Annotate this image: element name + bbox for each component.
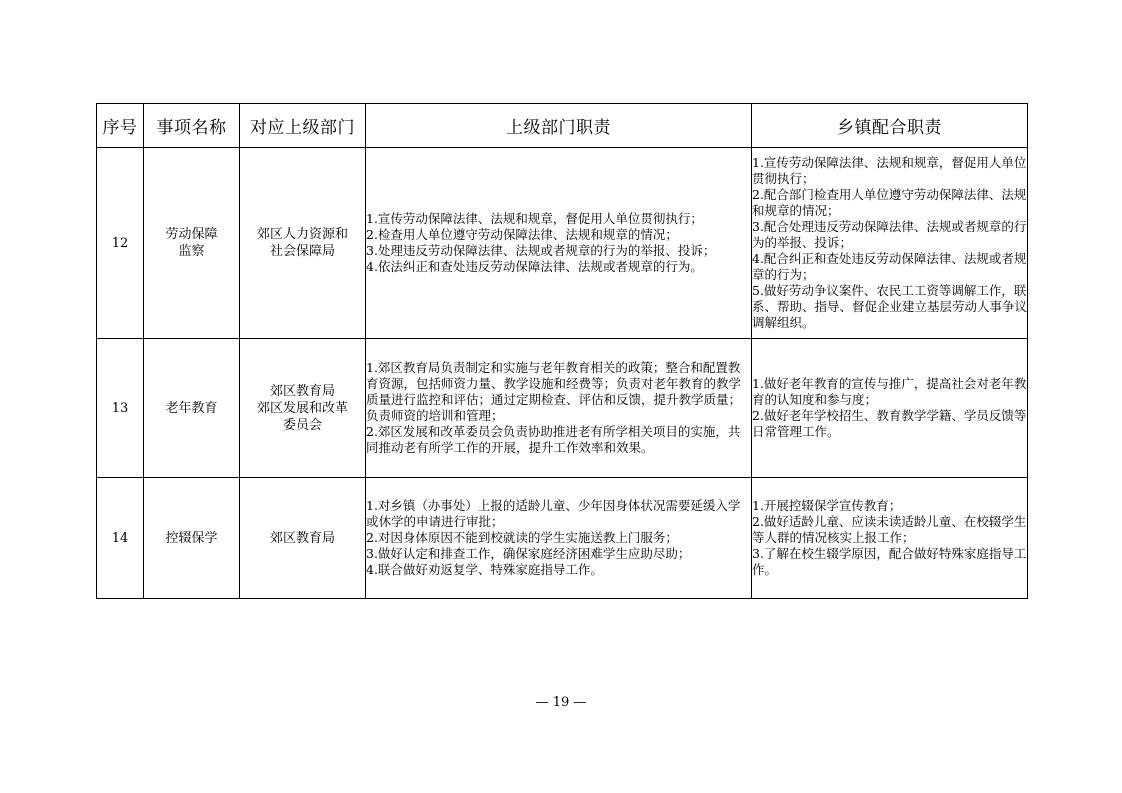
row-serial: 12: [97, 148, 144, 339]
row-item-name: [144, 339, 240, 478]
duty-item: 2.郊区发展和改革委员会负责协助推进老有所学相关项目的实施，共同推动老有所学工作的开展，提升工作效率和效果。: [366, 424, 741, 455]
row-upper-department: [240, 339, 366, 478]
row-serial: 14: [97, 478, 144, 599]
duty-item: 2.做好老年学校招生、教育教学学籍、学员反馈等日常管理工作。: [752, 408, 1027, 439]
duty-item: 4.依法纠正和查处违反劳动保障法律、法规或者规章的行为。: [366, 259, 703, 274]
row-upper-department: [240, 148, 366, 339]
row-upper-department: [240, 478, 366, 599]
duty-item: 3.配合处理违反劳动保障法律、法规或者规章的行为的举报、投诉；: [752, 219, 1027, 250]
header-upper-duties: 上级部门职责: [366, 104, 752, 148]
row-upper-duties: [366, 148, 752, 339]
duty-item: 5.做好劳动争议案件、农民工工资等调解工作，联系、帮助、指导、督促企业建立基层劳动人事争议调解组织。: [752, 283, 1028, 330]
row-serial: 13: [97, 339, 144, 478]
table-row: [97, 339, 1028, 478]
table-row: [97, 478, 1028, 599]
duty-item: 3.了解在校生辍学原因，配合做好特殊家庭指导工作。: [752, 546, 1027, 577]
duty-item: 4.联合做好劝返复学、特殊家庭指导工作。: [366, 562, 603, 577]
duty-item: 1.对乡镇（办事处）上报的适龄儿童、少年因身体状况需要延缓入学或休学的申请进行审批；: [366, 498, 741, 529]
row-town-duties: [752, 148, 1028, 339]
duty-item: 2.检查用人单位遵守劳动保障法律、法规和规章的情况；: [366, 227, 678, 242]
header-upper-department: 对应上级部门: [240, 104, 366, 148]
duty-item: 2.对因身体原因不能到校就读的学生实施送教上门服务；: [366, 530, 678, 545]
row-item-name: [144, 478, 240, 599]
duty-item: 1.郊区教育局负责制定和实施与老年教育相关的政策；整合和配置教育资源，包括师资力量、教学设施和经费等；负责对老年教育的教学质量进行监控和评估；通过定期检查、评估和反馈，提升教学质量；负责师资的培训和管理；: [366, 360, 742, 423]
table-row: [97, 148, 1028, 339]
row-town-duties: [752, 339, 1028, 478]
duty-item: 3.做好认定和排查工作，确保家庭经济困难学生应助尽助；: [366, 546, 691, 561]
item-name-line: 控辍保学: [165, 530, 218, 546]
duty-item: 4.配合纠正和查处违反劳动保障法律、法规或者规章的行为；: [752, 251, 1027, 282]
page-number: — 19 —: [535, 695, 587, 710]
item-name-line: 劳动保障: [165, 227, 218, 242]
department-line: 郊区教育局: [269, 530, 335, 546]
header-item-name: 事项名称: [144, 104, 240, 148]
department-line: 委员会: [282, 417, 322, 433]
duty-item: 3.处理违反劳动保障法律、法规或者规章的行为的举报、投诉；: [366, 243, 716, 258]
department-line: 郊区人力资源和: [256, 227, 348, 242]
duty-item: 1.做好老年教育的宣传与推广，提高社会对老年教育的认知度和参与度；: [752, 376, 1027, 407]
department-line: 郊区教育局: [269, 383, 335, 399]
row-item-name: [144, 148, 240, 339]
duty-item: 1.宣传劳动保障法律、法规和规章，督促用人单位贯彻执行；: [366, 211, 703, 226]
duty-item: 1.宣传劳动保障法律、法规和规章，督促用人单位贯彻执行；: [752, 155, 1027, 186]
row-upper-duties: [366, 339, 752, 478]
header-town-duties: 乡镇配合职责: [752, 104, 1028, 148]
duty-item: 2.配合部门检查用人单位遵守劳动保障法律、法规和规章的情况；: [752, 187, 1027, 218]
department-line: 社会保障局: [269, 244, 335, 259]
department-line: 郊区发展和改革: [256, 400, 348, 416]
duties-table: [96, 103, 1028, 599]
item-name-line: 老年教育: [165, 400, 218, 416]
duty-item: 1.开展控辍保学宣传教育；: [752, 498, 902, 513]
row-town-duties: [752, 478, 1028, 599]
header-serial: 序号: [97, 104, 144, 148]
duty-item: 2.做好适龄儿童、应读未读适龄儿童、在校辍学生等人群的情况核实上报工作；: [752, 514, 1027, 545]
table-header-row: [97, 104, 1028, 148]
row-upper-duties: [366, 478, 752, 599]
item-name-line: 监察: [178, 244, 205, 259]
